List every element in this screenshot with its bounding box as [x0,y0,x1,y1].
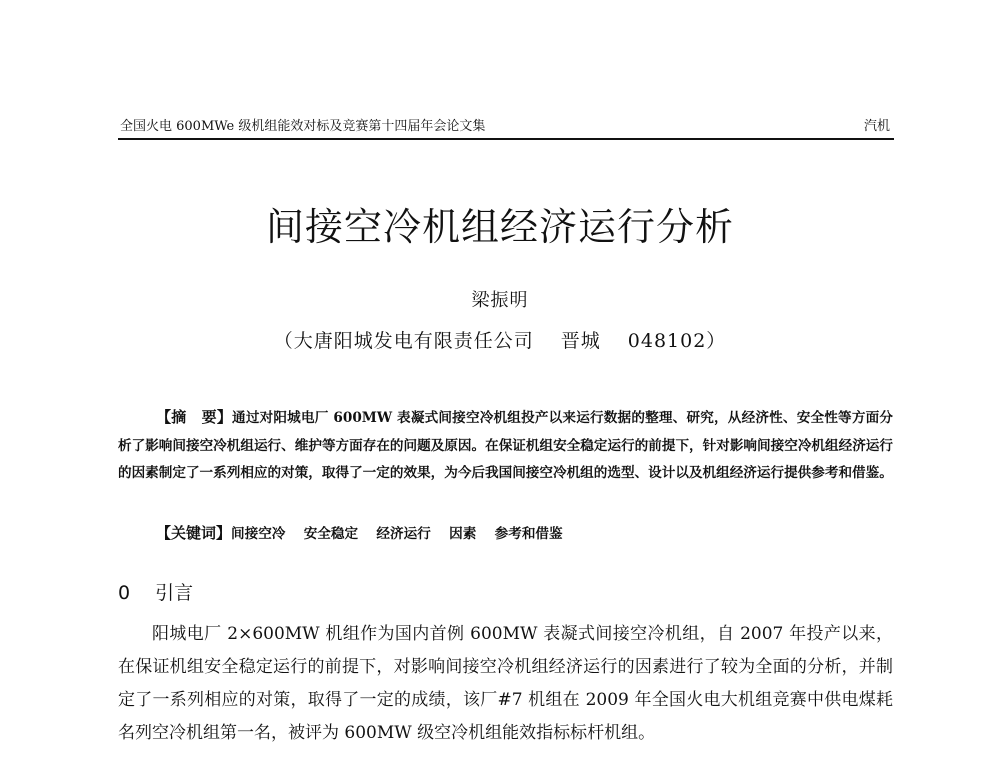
keywords-text: 间接空冷 安全稳定 经济运行 因素 参考和借鉴 [231,526,563,542]
abstract-label: 【摘 要】 [156,408,233,426]
author-affiliation: （大唐阳城发电有限责任公司 晋城 048102） [273,330,727,352]
keywords [156,522,563,543]
author-name: 梁振明 [471,290,529,311]
introduction-paragraph: 阳城电厂 2×600MW 机组作为国内首例 600MW 表凝式间接空冷机组，自 2007 年投产以来，在保证机组安全稳定运行的前提下，对影响间接空冷机组经济运行的因素进行了较为全面的分析，并制定了一系列相应的对策，取得了一定的成绩，该厂#7 机组在 2009 年全国火电大机组竞赛中供电煤耗名列空冷机组第一名，被评为 600MW 级空冷机组能效指标标杆机组。 [118,624,893,743]
abstract [118,404,893,488]
running-header [118,112,894,140]
section-category: 汽机 [863,119,890,134]
introduction-body [118,618,893,750]
abstract-paragraph [118,404,893,488]
proceedings-title: 全国火电 600MWe 级机组能效对标及竞赛第十四届年会论文集 [120,119,486,134]
abstract-text: 通过对阳城电厂 600MW 表凝式间接空冷机组投产以来运行数据的整理、研究，从经济性、安全性等方面分析了影响间接空冷机组运行、维护等方面存在的问题及原因。在保证机组安全稳定运行的前提下，针对影响间接空冷机组经济运行的因素制定了一系列相应的对策，取得了一定的效果，为今后我国间接空冷机组的选型、设计以及机组经济运行提供参考和借鉴。 [118,410,893,481]
section-heading-introduction: 0 引言 [118,582,194,604]
paper-title: 间接空冷机组经济运行分析 [265,205,734,249]
keywords-label: 【关键词】 [156,524,232,542]
